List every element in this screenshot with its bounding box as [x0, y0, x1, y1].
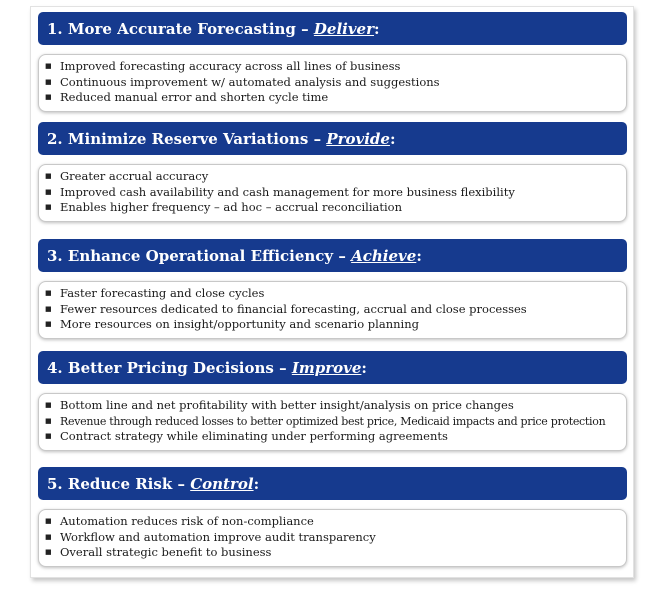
- bullet-square-icon: ■: [45, 532, 52, 541]
- section-action: Achieve: [351, 246, 417, 265]
- bullet-text: Continuous improvement w/ automated analysis and suggestions: [60, 74, 440, 89]
- bullet-item: [45, 185, 626, 201]
- bullet-item: [45, 414, 626, 430]
- section-title: More Accurate Forecasting: [67, 19, 296, 38]
- section-4-bullet-list: [45, 398, 626, 445]
- bullet-square-icon: ■: [45, 517, 52, 525]
- section-number: 3.: [47, 246, 63, 265]
- bullet-text: Overall strategic benefit to business: [60, 545, 272, 560]
- bullet-square-icon: ■: [45, 320, 52, 329]
- bullet-square-icon: ■: [45, 401, 52, 409]
- bullet-square-icon: ■: [45, 432, 52, 441]
- section-2-bullet-list: [45, 169, 626, 216]
- section-1-bullet-list: [45, 59, 626, 106]
- bullet-item: [45, 286, 626, 302]
- bullet-square-icon: ■: [45, 62, 52, 70]
- section-4-bullets-box: [38, 393, 627, 451]
- section-number: 5.: [47, 474, 63, 493]
- section-5-bullets-box: [38, 509, 627, 567]
- section-2-bullets-box: [38, 164, 627, 222]
- bullet-text: More resources on insight/opportunity and scenario planning: [60, 317, 419, 332]
- bullet-text: Enables higher frequency – ad hoc – accrual reconciliation: [60, 200, 402, 215]
- section-action: Provide: [326, 129, 390, 148]
- section-dash: –: [338, 246, 346, 265]
- section-action: Control: [190, 474, 254, 493]
- section-3-bullet-list: [45, 286, 626, 333]
- section-dash: –: [313, 129, 322, 148]
- section-suffix: :: [361, 358, 367, 377]
- bullet-item: [45, 302, 626, 318]
- section-title: Minimize Reserve Variations: [67, 129, 309, 148]
- bullet-item: [45, 530, 626, 546]
- bullet-text: Automation reduces risk of non-compliance: [60, 514, 314, 528]
- bullet-square-icon: ■: [45, 289, 52, 297]
- bullet-item: [45, 514, 626, 530]
- bullet-item: [45, 398, 626, 414]
- bullet-item: [45, 545, 626, 561]
- bullet-item: [45, 169, 626, 185]
- bullet-text: Fewer resources dedicated to financial forecasting, accrual and close processes: [60, 301, 527, 316]
- section-1-bullets-box: [38, 54, 627, 112]
- section-dash: –: [177, 474, 185, 493]
- bullet-text: Workflow and automation improve audit transparency: [60, 529, 376, 544]
- bullet-square-icon: ■: [45, 416, 52, 425]
- section-2-header: [38, 122, 627, 155]
- section-3-header: [38, 239, 627, 272]
- bullet-item: [45, 75, 626, 91]
- bullet-square-icon: ■: [45, 77, 52, 86]
- section-suffix: :: [253, 474, 260, 493]
- bullet-square-icon: ■: [45, 548, 52, 557]
- bullet-item: [45, 200, 626, 216]
- bullet-text: Greater accrual accuracy: [60, 169, 209, 183]
- bullet-item: [45, 59, 626, 75]
- section-dash: –: [279, 358, 287, 377]
- section-title: Enhance Operational Efficiency: [67, 246, 334, 265]
- bullet-text: Faster forecasting and close cycles: [60, 286, 265, 300]
- section-suffix: :: [416, 246, 422, 265]
- section-number: 4.: [47, 358, 63, 377]
- bullet-text: Reduced manual error and shorten cycle time: [60, 90, 329, 105]
- section-action: Improve: [291, 358, 362, 377]
- section-dash: –: [301, 19, 309, 38]
- bullet-square-icon: ■: [45, 93, 52, 102]
- section-title: Reduce Risk: [67, 474, 173, 493]
- section-3-bullets-box: [38, 281, 627, 339]
- section-number: 1.: [47, 19, 63, 38]
- bullet-text: Bottom line and net profitability with better insight/analysis on price changes: [60, 398, 514, 412]
- bullet-square-icon: ■: [45, 187, 52, 196]
- section-suffix: :: [374, 19, 380, 38]
- bullet-text: Improved forecasting accuracy across all lines of business: [60, 59, 401, 73]
- section-5-header: [38, 467, 627, 500]
- bullet-square-icon: ■: [45, 203, 52, 212]
- section-suffix: :: [389, 129, 396, 148]
- section-4-header: [38, 351, 627, 384]
- bullet-item: [45, 317, 626, 333]
- bullet-item: [45, 429, 626, 445]
- bullet-item: [45, 90, 626, 106]
- bullet-square-icon: ■: [45, 172, 52, 180]
- bullet-text: Improved cash availability and cash management for more business flexibility: [60, 184, 515, 199]
- bullet-square-icon: ■: [45, 304, 52, 313]
- bullet-text: Contract strategy while eliminating under performing agreements: [60, 429, 448, 444]
- section-1-header: [38, 12, 627, 45]
- section-number: 2.: [47, 129, 63, 148]
- section-action: Deliver: [313, 19, 375, 38]
- section-title: Better Pricing Decisions: [67, 358, 274, 377]
- section-5-bullet-list: [45, 514, 626, 561]
- bullet-text: Revenue through reduced losses to better optimized best price, Medicaid impacts and price protection: [60, 414, 606, 428]
